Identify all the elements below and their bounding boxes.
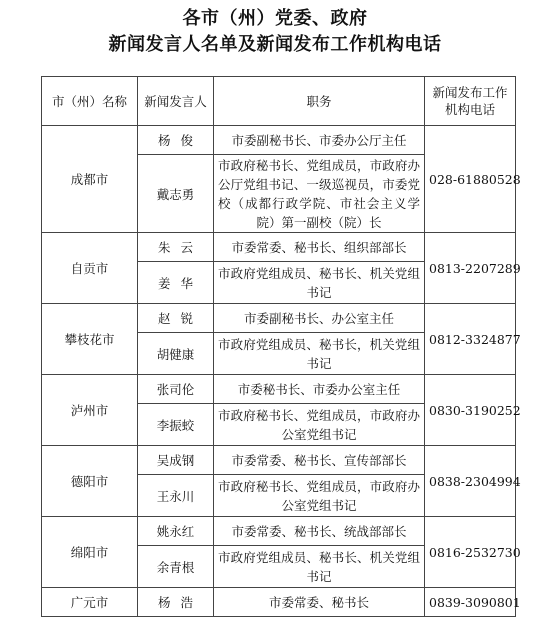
title-line-2: 新闻发言人名单及新闻发布工作机构电话 (108, 34, 442, 55)
position-cell: 市政府秘书长、党组成员，市政府办公室党组书记 (214, 404, 425, 446)
document-title (0, 6, 550, 58)
column-header-phone-line-1: 新闻发布工作 (432, 85, 508, 100)
position-cell: 市政府秘书长、党组成员，市政府办公室党组书记 (214, 475, 425, 517)
spokesperson-name-cell: 杨浩 (138, 588, 214, 617)
spokesperson-name-cell: 朱云 (138, 233, 214, 262)
phone-cell: 028-61880528 (425, 126, 516, 233)
table-header-row (42, 77, 516, 126)
position-cell: 市委副秘书长、市委办公厅主任 (214, 126, 425, 155)
spokesperson-name-cell: 杨俊 (138, 126, 214, 155)
spokesperson-name-cell: 吴成钢 (138, 446, 214, 475)
position-cell: 市委副秘书长、办公室主任 (214, 304, 425, 333)
position-cell: 市政府党组成员、秘书长、机关党组书记 (214, 262, 425, 304)
table-row (42, 517, 516, 546)
position-cell: 市委常委、秘书长、组织部部长 (214, 233, 425, 262)
phone-cell: 0830-3190252 (425, 375, 516, 446)
spokesperson-name-cell: 李振蛟 (138, 404, 214, 446)
title-line-1: 各市（州）党委、政府 (182, 8, 368, 29)
column-header-spokesperson: 新闻发言人 (138, 77, 214, 126)
phone-cell: 0813-2207289 (425, 233, 516, 304)
column-header-city: 市（州）名称 (42, 77, 138, 126)
city-cell: 广元市 (42, 588, 138, 617)
spokesperson-name-cell: 姚永红 (138, 517, 214, 546)
table-row (42, 233, 516, 262)
position-cell: 市政府党组成员、秘书长，机关党组书记 (214, 333, 425, 375)
table-row (42, 446, 516, 475)
table-row (42, 588, 516, 617)
spokesperson-name-cell: 余青根 (138, 546, 214, 588)
table-row (42, 126, 516, 155)
table-row (42, 375, 516, 404)
position-cell: 市委常委、秘书长、统战部部长 (214, 517, 425, 546)
spokesperson-table (41, 76, 521, 617)
column-header-phone-line-2: 机构电话 (444, 102, 495, 117)
spokesperson-name-cell: 姜华 (138, 262, 214, 304)
position-cell: 市政府党组成员、秘书长、机关党组书记 (214, 546, 425, 588)
city-cell: 成都市 (42, 126, 138, 233)
city-cell: 自贡市 (42, 233, 138, 304)
position-cell: 市委秘书长、市委办公室主任 (214, 375, 425, 404)
table-row (42, 304, 516, 333)
position-cell: 市政府秘书长、党组成员，市政府办公厅党组书记、一级巡视员，市委党校（成都行政学院、市社会主义学院）第一副校（院）长 (214, 155, 425, 233)
column-header-phone (425, 77, 516, 126)
column-header-position: 职务 (214, 77, 425, 126)
position-cell: 市委常委、秘书长、宣传部部长 (214, 446, 425, 475)
phone-cell: 0816-2532730 (425, 517, 516, 588)
city-cell: 绵阳市 (42, 517, 138, 588)
phone-cell: 0838-2304994 (425, 446, 516, 517)
spokesperson-name-cell: 戴志勇 (138, 155, 214, 233)
city-cell: 德阳市 (42, 446, 138, 517)
spokesperson-name-cell: 张司伦 (138, 375, 214, 404)
phone-cell: 0839-3090801 (425, 588, 516, 617)
spokesperson-name-cell: 胡健康 (138, 333, 214, 375)
spokesperson-name-cell: 王永川 (138, 475, 214, 517)
phone-cell: 0812-3324877 (425, 304, 516, 375)
spokesperson-name-cell: 赵锐 (138, 304, 214, 333)
city-cell: 攀枝花市 (42, 304, 138, 375)
position-cell: 市委常委、秘书长 (214, 588, 425, 617)
city-cell: 泸州市 (42, 375, 138, 446)
